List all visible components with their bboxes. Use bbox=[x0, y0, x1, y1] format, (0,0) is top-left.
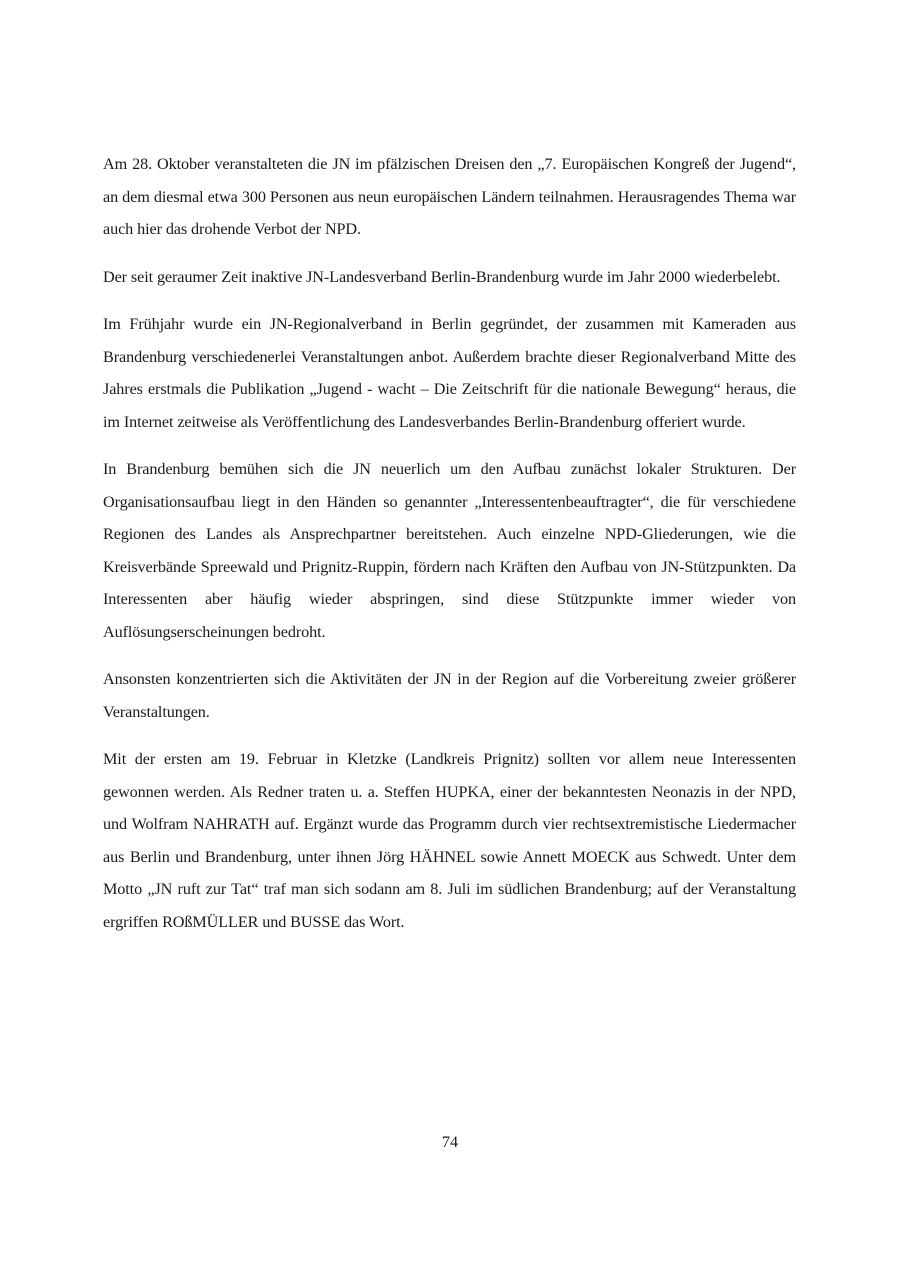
page-body bbox=[103, 148, 796, 953]
paragraph-jn-congress: Am 28. Oktober veranstalteten die JN im pfälzischen Dreisen den „7. Europäischen Kongreß der Jugend“, an dem diesmal etwa 300 Personen aus neun europäischen Ländern teilnahmen. Herausragendes Thema war auch hier das drohende Verbot der NPD. bbox=[103, 155, 796, 238]
paragraph-events: Mit der ersten am 19. Februar in Kletzke (Landkreis Prignitz) sollten vor allem neue Interessenten gewonnen werden. Als Redner traten u. a. Steffen HUPKA, einer der bekanntesten Neonazis in der NPD, und Wolfram NAHRATH auf. Ergänzt wurde das Programm durch vier rechtsextremistische Liedermacher aus Berlin und Brandenburg, unter ihnen Jörg HÄHNEL sowie Annett MOECK aus Schwedt. Unter dem Motto „JN ruft zur Tat“ traf man sich sodann am 8. Juli im südlichen Brandenburg; auf der Veranstaltung ergriffen ROßMÜLLER und BUSSE das Wort. bbox=[103, 750, 796, 931]
paragraph-landesverband: Der seit geraumer Zeit inaktive JN-Landesverband Berlin-Brandenburg wurde im Jahr 2000 wiederbelebt. bbox=[103, 267, 781, 286]
paragraph-region-activities: Ansonsten konzentrierten sich die Aktivitäten der JN in der Region auf die Vorbereitung zweier größerer Veranstaltungen. bbox=[103, 670, 796, 721]
paragraph-regionalverband-berlin: Im Frühjahr wurde ein JN-Regionalverband in Berlin gegründet, der zusammen mit Kameraden aus Brandenburg verschiedenerlei Veranstaltungen anbot. Außerdem brachte dieser Regionalverband Mitte des Jahres erstmals die Publikation „Jugend - wacht – Die Zeitschrift für die nationale Bewegung“ heraus, die im Internet zeitweise als Veröffentlichung des Landesverbandes Berlin-Brandenburg offeriert wurde. bbox=[103, 315, 796, 431]
page-number: 74 bbox=[441, 1133, 459, 1151]
paragraph-brandenburg-structures: In Brandenburg bemühen sich die JN neuerlich um den Aufbau zunächst lokaler Strukturen. Der Organisationsaufbau liegt in den Händen so genannter „Interessentenbeauftragter“, die für verschiedene Regionen des Landes als Ansprechpartner bereitstehen. Auch einzelne NPD-Gliederungen, wie die Kreisverbände Spreewald und Prignitz-Ruppin, fördern nach Kräften den Aufbau von JN-Stützpunkten. Da Interessenten aber häufig wieder abspringen, sind diese Stützpunkte immer wieder von Auflösungserscheinungen bedroht. bbox=[103, 460, 796, 641]
